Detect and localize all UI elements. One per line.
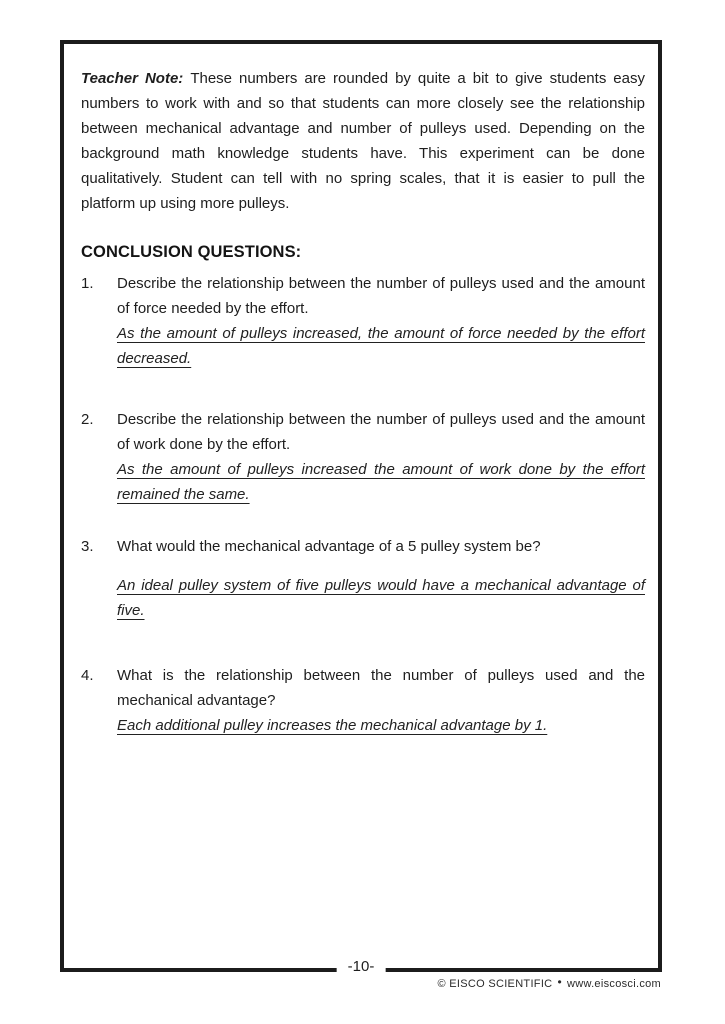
footer-separator-dot: • bbox=[557, 975, 562, 989]
answer-text: As the amount of pulleys increased the amount of work done by the effort remained the same. bbox=[117, 461, 645, 503]
question-number: 3. bbox=[81, 538, 94, 555]
footer-copyright: © EISCO SCIENTIFIC bbox=[437, 978, 553, 990]
page-number: -10- bbox=[337, 956, 386, 978]
conclusion-questions-list bbox=[81, 271, 645, 738]
question-item-1 bbox=[81, 271, 645, 371]
question-number: 4. bbox=[81, 667, 94, 684]
question-item-3 bbox=[81, 534, 645, 623]
answer-text: Each additional pulley increases the mechanical advantage by 1. bbox=[117, 717, 548, 734]
question-body bbox=[117, 663, 645, 738]
page-border-box bbox=[60, 40, 662, 972]
teacher-note-label: Teacher Note: bbox=[81, 70, 184, 87]
question-item-2 bbox=[81, 407, 645, 507]
conclusion-questions-heading: CONCLUSION QUESTIONS: bbox=[81, 243, 302, 261]
question-text: Describe the relationship between the number of pulleys used and the amount of work done by the effort. bbox=[117, 411, 645, 453]
question-body bbox=[117, 271, 645, 371]
footer bbox=[437, 975, 661, 990]
question-body bbox=[117, 407, 645, 507]
question-text: What is the relationship between the number of pulleys used and the mechanical advantage? bbox=[117, 667, 645, 709]
teacher-note-text: These numbers are rounded by quite a bit to give students easy numbers to work with and so that students can more closely see the relationship between mechanical advantage and number of pulleys used. Depending on the background math knowledge students have. This experiment can be done qualitatively. Student can tell with no spring scales, that it is easier to pull the platform up using more pulleys. bbox=[81, 70, 645, 212]
question-number: 2. bbox=[81, 411, 94, 428]
question-number: 1. bbox=[81, 275, 94, 292]
question-item-4 bbox=[81, 663, 645, 738]
answer-text: An ideal pulley system of five pulleys would have a mechanical advantage of five. bbox=[117, 577, 645, 619]
question-body bbox=[117, 534, 645, 623]
footer-website: www.eiscosci.com bbox=[566, 978, 661, 990]
teacher-note bbox=[81, 66, 645, 216]
question-text: Describe the relationship between the number of pulleys used and the amount of force needed by the effort. bbox=[117, 275, 645, 317]
question-text: What would the mechanical advantage of a 5 pulley system be? bbox=[117, 538, 541, 555]
answer-text: As the amount of pulleys increased, the amount of force needed by the effort decreased. bbox=[117, 325, 645, 367]
